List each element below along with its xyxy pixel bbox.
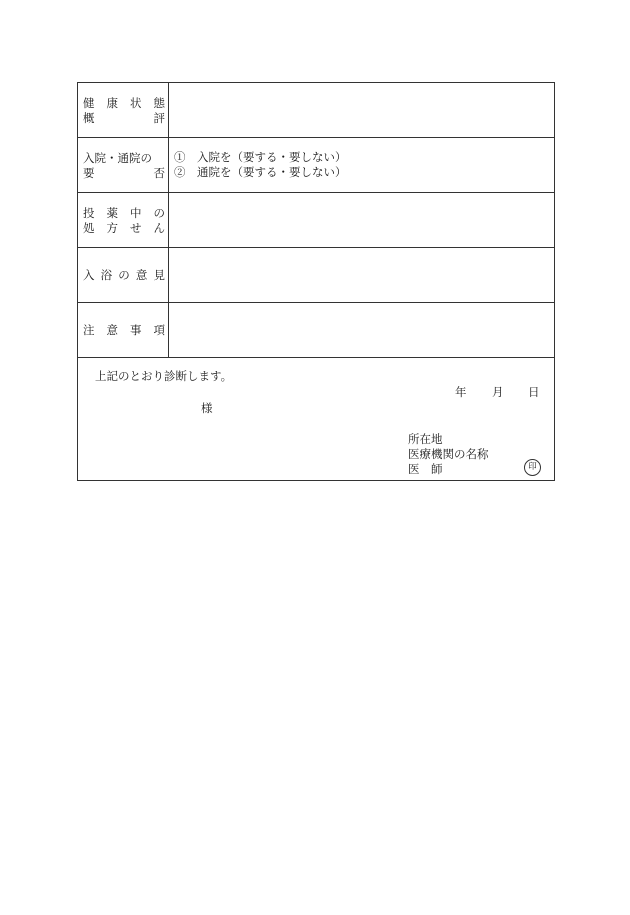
institution-name-label: 医療機関の名称: [408, 447, 489, 461]
label-char: 状: [130, 96, 142, 110]
label-line: [83, 268, 165, 282]
row-admission-necessity: [78, 138, 554, 193]
row-bathing-opinion: [78, 248, 554, 303]
label-char: 意: [106, 323, 118, 337]
admission-options: [174, 150, 347, 180]
option-outpatient[interactable]: ② 通院を（要する・要しない）: [174, 165, 347, 179]
seal-icon: 印: [524, 459, 541, 476]
row-label: [78, 193, 169, 247]
label-char: 浴: [100, 268, 113, 282]
label-line: [83, 323, 165, 337]
label-text: 入院・通院の: [83, 151, 152, 165]
label-char: 項: [153, 323, 165, 337]
label-line-2: [83, 221, 165, 235]
label-char: 康: [106, 96, 118, 110]
date-month-label: 月: [492, 385, 504, 399]
row-label: [78, 303, 169, 357]
label-char: せ: [130, 221, 142, 235]
label-line-1: [83, 96, 165, 110]
label-char: 入: [83, 268, 95, 282]
label-char: 態: [153, 96, 165, 110]
label-line-1: [83, 206, 165, 220]
date-year-label: 年: [455, 385, 467, 399]
row-label: [78, 248, 169, 302]
label-char: 投: [83, 206, 95, 220]
label-char: 否: [153, 166, 165, 180]
label-line-2: [83, 166, 165, 180]
label-char: 中: [130, 206, 142, 220]
addressee-suffix: 様: [201, 401, 213, 415]
label-char: 方: [106, 221, 118, 235]
label-char: 事: [130, 323, 142, 337]
date-day-label: 日: [528, 385, 540, 399]
label-char: 概: [83, 111, 95, 125]
label-char: 健: [83, 96, 95, 110]
label-char: 評: [153, 111, 165, 125]
medical-certificate-form: [77, 82, 555, 481]
row-label: [78, 83, 169, 137]
doctor-label: 医 師: [408, 462, 443, 476]
diagnosis-statement: 上記のとおり診断します。: [95, 369, 233, 383]
label-char: 要: [83, 166, 95, 180]
label-line-2: [83, 111, 165, 125]
label-char: 見: [153, 268, 165, 282]
row-prescription: [78, 193, 554, 248]
label-char: 意: [135, 268, 148, 282]
label-char: 処: [83, 221, 95, 235]
label-char: の: [153, 206, 165, 220]
row-label: [78, 138, 169, 192]
label-char: 注: [83, 323, 95, 337]
option-admission[interactable]: ① 入院を（要する・要しない）: [174, 150, 347, 164]
row-health-status: [78, 83, 554, 138]
label-line-1: [83, 151, 165, 165]
label-char: の: [118, 268, 130, 282]
label-char: ん: [153, 221, 165, 235]
signature-block: [78, 358, 554, 480]
location-label: 所在地: [408, 432, 443, 446]
row-notes: [78, 303, 554, 358]
label-char: 薬: [106, 206, 118, 220]
